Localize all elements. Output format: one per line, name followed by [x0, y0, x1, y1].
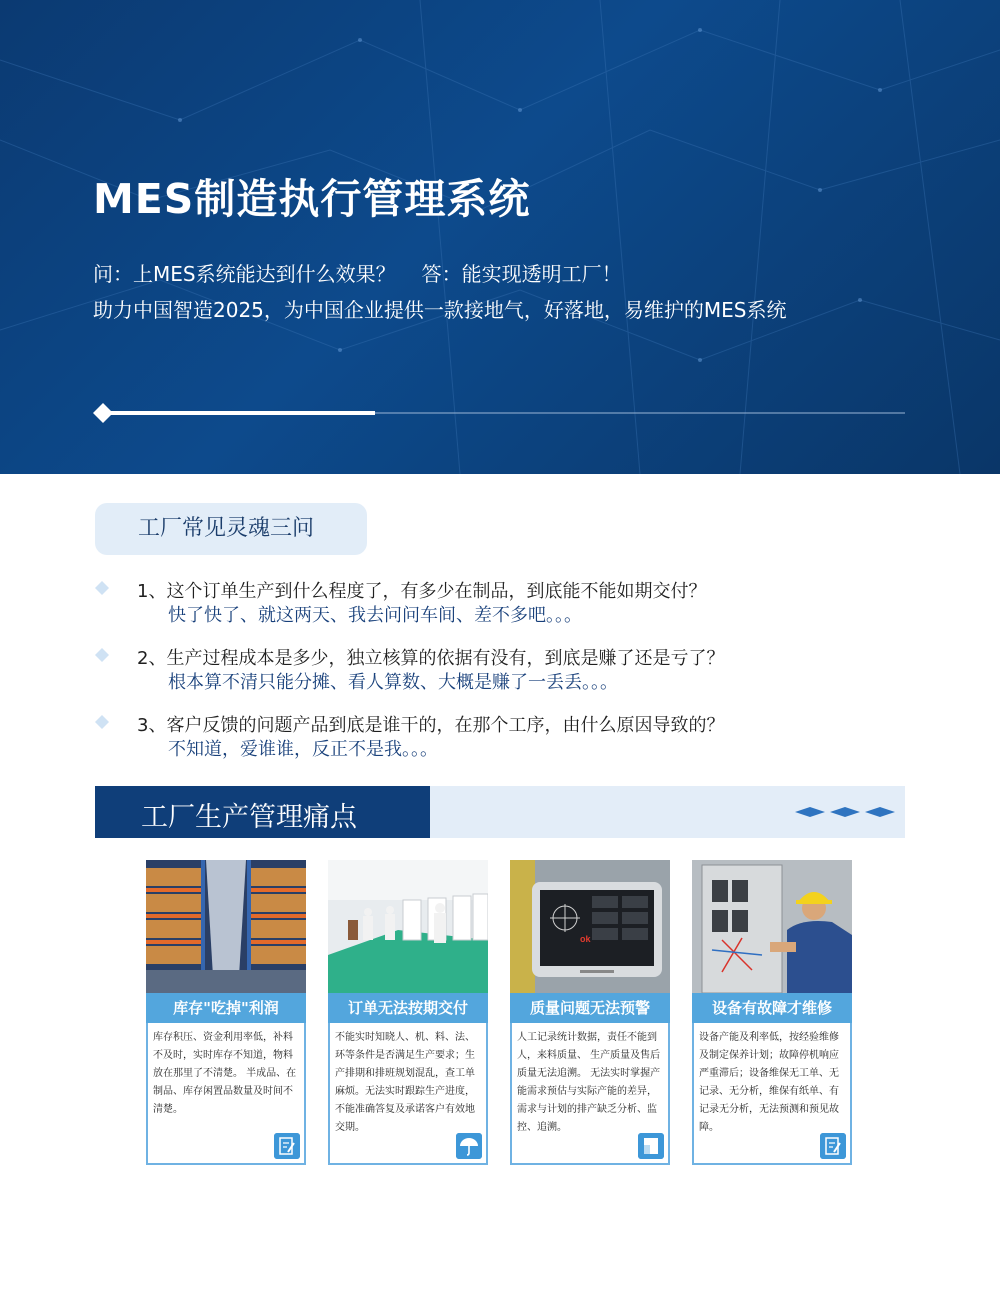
pain-point-card — [328, 860, 488, 1165]
card-body — [692, 1023, 852, 1165]
question-text: 3、客户反馈的问题产品到底是谁干的，在那个工序，由什么原因导致的？ — [137, 715, 725, 736]
hero-answer: 答：能实现透明工厂！ — [421, 262, 622, 286]
card-body — [146, 1023, 306, 1165]
section-tab — [95, 786, 430, 838]
answer-text: 根本算不清只能分摊、看人算数、大概是赚了一丢丢。。。 — [168, 672, 618, 693]
diamond-bullet-icon — [95, 648, 109, 662]
hero-qa-line — [93, 258, 622, 287]
section-soul-questions-title: 工厂常见灵魂三问 — [95, 503, 367, 555]
section-pain-points-header — [95, 786, 905, 838]
card-body — [328, 1023, 488, 1165]
diamond-bullet-icon — [95, 715, 109, 729]
answer-text: 快了快了、就这两天、我去问问车间、差不多吧。。。 — [168, 605, 582, 626]
diamond-decoration-icon — [795, 806, 895, 818]
svg-text:ok: ok — [580, 934, 591, 944]
edit-icon — [274, 1133, 300, 1159]
card-description: 库存积压、资金利用率低，补料不及时，实时库存不知道，物料放在那里了不清楚。 半成品、在制品、库存闲置品数量及时间不清楚。 — [153, 1032, 297, 1115]
page-title: MES制造执行管理系统 — [93, 175, 531, 223]
hero-banner — [0, 0, 1000, 474]
card-body — [510, 1023, 670, 1165]
hero-tagline: 助力中国智造2025，为中国企业提供一款接地气，好落地，易维护的MES系统 — [93, 298, 787, 322]
edit-icon — [820, 1133, 846, 1159]
section-pain-points-title: 工厂生产管理痛点 — [141, 802, 357, 833]
card-title: 订单无法按期交付 — [328, 993, 488, 1023]
factory-floor-photo — [328, 860, 488, 993]
card-title: 设备有故障才维修 — [692, 993, 852, 1023]
document-icon — [638, 1133, 664, 1159]
card-title: 质量问题无法预警 — [510, 993, 670, 1023]
pain-point-card — [510, 860, 670, 1165]
question-text: 2、生产过程成本是多少，独立核算的依据有没有，到底是赚了还是亏了？ — [137, 648, 725, 669]
card-description: 人工记录统计数据，责任不能到人，来料质量、 生产质量及售后质量无法追溯。 无法实时掌握产能需求预估与实际产能的差异，需求与计划的排产缺乏分析、监控、追溯。 — [517, 1032, 661, 1133]
umbrella-icon — [456, 1133, 482, 1159]
pain-point-card — [692, 860, 852, 1165]
diamond-bullet-icon — [95, 581, 109, 595]
card-title: 库存"吃掉"利润 — [146, 993, 306, 1023]
card-description: 不能实时知晓人、机、料、法、环等条件是否满足生产要求；生产排期和排班规划混乱，查工单麻烦。无法实时跟踪生产进度，不能准确答复及承诺客户有效地交期。 — [335, 1032, 475, 1133]
card-description: 设备产能及利率低，按经验维修及制定保养计划；故障停机响应严重滞后；设备维保无工单、无记录、无分析，维保有纸单、有记录无分析，无法预测和预见故障。 — [699, 1032, 839, 1133]
pain-point-card — [146, 860, 306, 1165]
answer-text: 不知道，爱谁谁，反正不是我。。。 — [168, 739, 438, 760]
hero-divider — [93, 403, 905, 423]
equipment-maintenance-photo — [692, 860, 852, 993]
hero-question: 问：上MES系统能达到什么效果？ — [93, 262, 396, 286]
question-text: 1、这个订单生产到什么程度了，有多少在制品，到底能不能如期交付？ — [137, 581, 707, 602]
warehouse-photo — [146, 860, 306, 993]
control-panel-photo — [510, 860, 670, 993]
